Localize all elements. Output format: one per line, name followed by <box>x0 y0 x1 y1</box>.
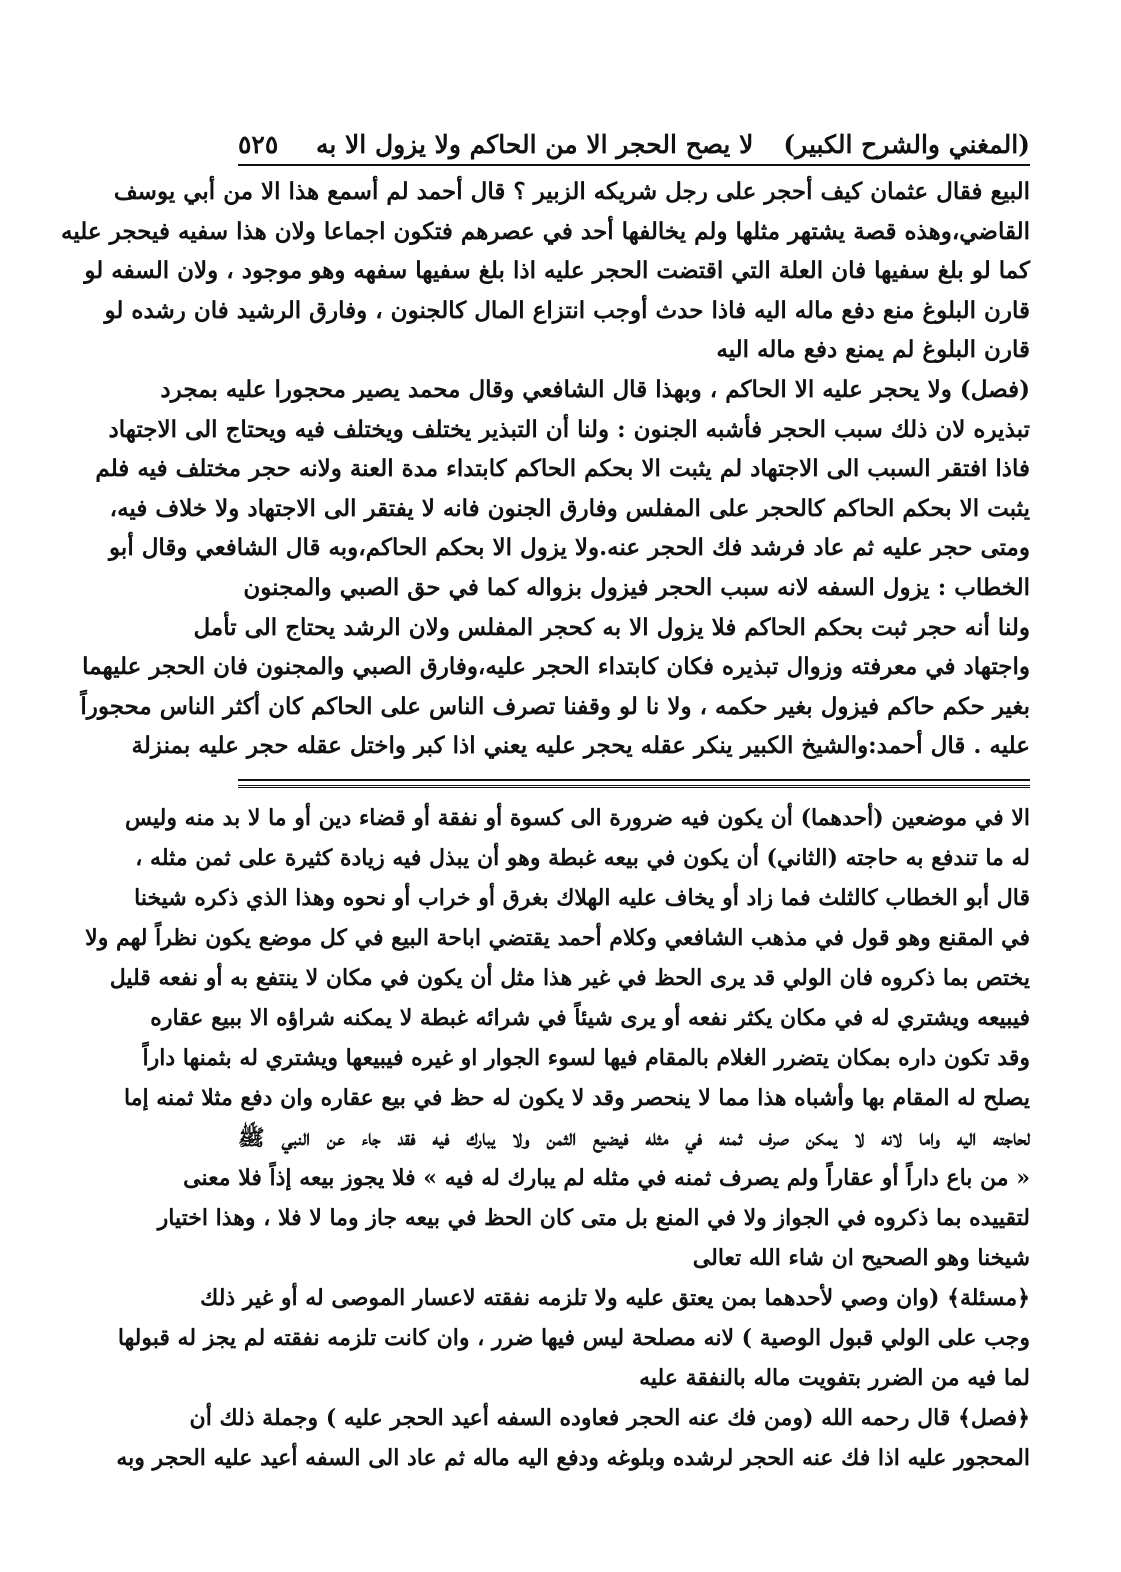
text-line: ﴿مسئلة﴾ (وان وصي لأحدهما بمن يعتق عليه ولا تلزمه نفقته لاعسار الموصى له أو غير ذلك <box>200 1285 1030 1311</box>
header-rule <box>238 164 1030 166</box>
text-line: المحجور عليه اذا فك عنه الحجر لرشده وبلوغه ودفع اليه ماله ثم عاد الى السفه أعيد عليه الحجر وبه <box>116 1445 1030 1471</box>
text-line: القاضي،وهذه قصة يشتهر مثلها ولم يخالفها أحد في عصرهم فتكون اجماعا ولان هذا سفيه فيحجر عليه <box>61 217 1030 245</box>
text-line: واجتهاد في معرفته وزوال تبذيره فكان كابتداء الحجر عليه،وفارق الصبي والمجنون فان الحجر عليهما <box>82 653 1030 681</box>
text-line: ﴿فصل﴾ قال رحمه الله (ومن فك عنه الحجر فعاوده السفه أعيد الحجر عليه ) وجملة ذلك أن <box>189 1405 1030 1431</box>
text-line: « من باع داراً أو عقاراً ولم يصرف ثمنه في مثله لم يبارك له فيه » فلا يجوز بيعه إذاً فلا معنى <box>183 1165 1030 1191</box>
text-line: قارن البلوغ لم يمنع دفع ماله اليه <box>716 336 1030 364</box>
text-line: لما فيه من الضرر بتفويت ماله بالنفقة عليه <box>639 1365 1030 1391</box>
text-line: له ما تندفع به حاجته (الثاني) أن يكون في بيعه غبطة وهو أن يبذل فيه زيادة كثيرة على ثمن مثله ، <box>135 845 1030 871</box>
text-line: يثبت الا بحكم الحاكم كالحجر على المفلس وفارق الجنون فانه لا يفتقر الى الاجتهاد ولا خلاف فيه، <box>109 494 1030 522</box>
text-line: (فصل) ولا يحجر عليه الا الحاكم ، وبهذا قال الشافعي وقال محمد يصير محجورا عليه بمجرد <box>160 375 1030 403</box>
text-line: ولنا أنه حجر ثبت بحكم الحاكم فلا يزول الا به كحجر المفلس ولان الرشد يحتاج الى تأمل <box>193 613 1030 641</box>
text-line: لحاجته اليه واما لانه لا يمكن صرف ثمنه في مثله فيضيع الثمن ولا يبارك فيه فقد جاء عن النبي ﷺ <box>238 1125 1030 1151</box>
text-line: قال أبو الخطاب كالثلث فما زاد أو يخاف عليه الهلاك بغرق أو خراب أو نحوه وهذا الذي ذكره شيخنا <box>134 885 1030 911</box>
running-header <box>238 122 1030 166</box>
page-number: ٥٢٥ <box>238 129 279 159</box>
section-divider-thin <box>238 787 1030 788</box>
text-line: قارن البلوغ منع دفع ماله اليه فاذا حدث أوجب انتزاع المال كالجنون ، وفارق الرشيد فان رشده لو <box>104 296 1030 324</box>
text-line: ومتى حجر عليه ثم عاد فرشد فك الحجر عنه.ولا يزول الا بحكم الحاكم،وبه قال الشافعي وقال أبو <box>109 534 1030 562</box>
text-line: البيع فقال عثمان كيف أحجر على رجل شريكه الزبير ؟ قال أحمد لم أسمع هذا الا من أبي يوسف <box>113 178 1030 205</box>
text-line: في المقنع وهو قول في مذهب الشافعي وكلام أحمد يقتضي اباحة البيع في كل موضع يكون نظراً لهم ولا <box>85 925 1030 951</box>
text-line: فيبيعه ويشتري له في مكان يكثر نفعه أو يرى شيئاً في شرائه غبطة لا يمكنه شراؤه الا ببيع عقاره <box>150 1005 1030 1031</box>
text-line: بغير حكم حاكم فيزول بغير حكمه ، ولا نا لو وقفنا تصرف الناس على الحاكم كان أكثر الناس محجوراً <box>80 692 1030 720</box>
text-line: كما لو بلغ سفيها فان العلة التي اقتضت الحجر عليه اذا بلغ سفيها سفهه وهو موجود ، ولان السفه لو <box>84 257 1030 285</box>
text-line: عليه . قال أحمد:والشيخ الكبير ينكر عقله يحجر عليه يعني اذا كبر واختل عقله حجر عليه بمنزلة <box>131 732 1030 760</box>
text-line: تبذيره لان ذلك سبب الحجر فأشبه الجنون : ولنا أن التبذير يختلف ويختلف فيه ويحتاج الى الاجتهاد <box>108 415 1030 443</box>
text-line: الا في موضعين (أحدهما) أن يكون فيه ضرورة الى كسوة أو نفقة أو قضاء دين أو ما لا بد منه وليس <box>124 805 1030 831</box>
text-line: الخطاب : يزول السفه لانه سبب الحجر فيزول بزواله كما في حق الصبي والمجنون <box>243 573 1030 601</box>
text-line: شيخنا وهو الصحيح ان شاء الله تعالى <box>692 1245 1030 1271</box>
text-line: يصلح له المقام بها وأشباه هذا مما لا ينحصر وقد لا يكون له حظ في بيع عقاره وان دفع مثلا ثمنه إما <box>124 1085 1030 1111</box>
section-divider <box>238 779 1030 786</box>
book-title: (المغني والشرح الكبير) <box>783 129 1030 159</box>
text-line: وقد تكون داره بمكان يتضرر الغلام بالمقام فيها لسوء الجوار او غيره فيبيعها ويشتري له بثمنها داراً <box>142 1045 1030 1071</box>
text-line: فاذا افتقر السبب الى الاجتهاد لم يثبت الا بحكم الحاكم كابتداء مدة العنة ولانه حجر مختلف فيه فلم <box>95 455 1030 483</box>
text-line: لتقييده بما ذكروه في الجواز ولا في المنع بل متى كان الحظ في بيعه جاز وما لا فلا ، وهذا اختيار <box>157 1205 1030 1231</box>
text-line: يختص بما ذكروه فان الولي قد يرى الحظ في غير هذا مثل أن يكون في مكان لا ينتفع به أو نفعه قليل <box>109 965 1030 991</box>
lower-text-block <box>85 798 1030 1478</box>
text-line: وجب على الولي قبول الوصية ) لانه مصلحة ليس فيها ضرر ، وان كانت تلزمه نفقته لم يجز له قبولها <box>117 1325 1030 1351</box>
upper-text-block <box>61 172 1030 766</box>
section-topic: لا يصح الحجر الا من الحاكم ولا يزول الا به <box>315 129 754 159</box>
